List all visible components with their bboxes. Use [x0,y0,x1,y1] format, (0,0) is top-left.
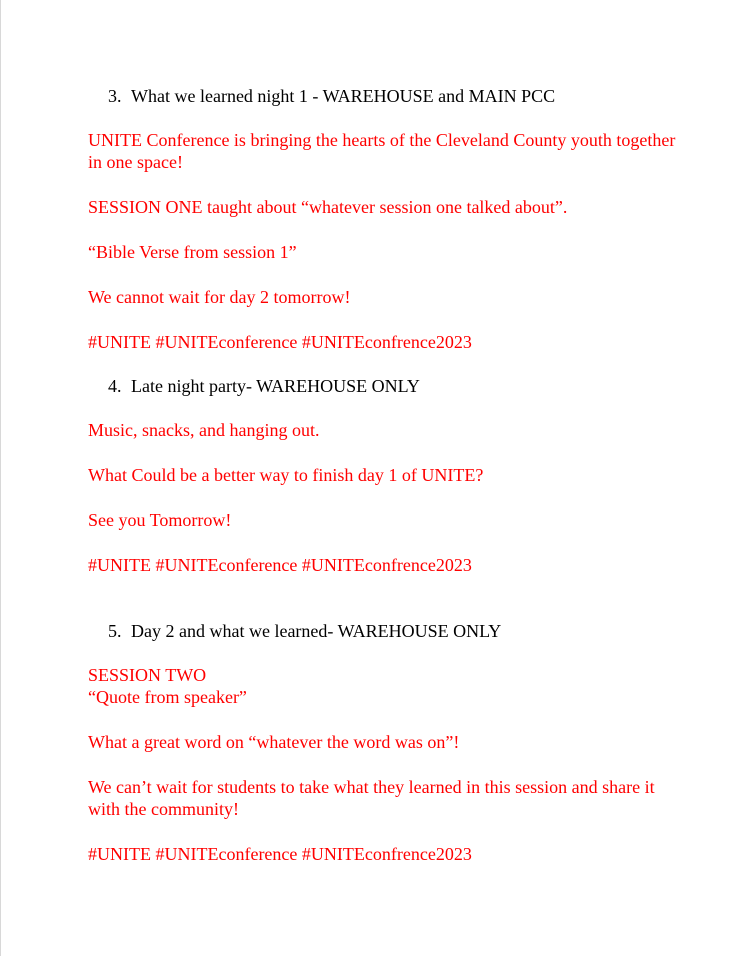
section-3-number: 3. [108,86,122,106]
section-5-paragraph: SESSION TWO [88,665,207,685]
document-body [88,85,688,865]
section-4-paragraph: See you Tomorrow! [88,510,232,530]
section-4-title: Late night party- WAREHOUSE ONLY [131,376,420,396]
section-3-paragraph: UNITE Conference is bringing the hearts of the Cleveland County youth together in one space! [88,130,676,172]
section-5-paragraph: “Quote from speaker” [88,687,247,707]
section-4-paragraph: What Could be a better way to finish day 1 of UNITE? [88,465,484,485]
section-3-hashtags: #UNITE #UNITEconference #UNITEconfrence2023 [88,332,472,352]
section-5-hashtags: #UNITE #UNITEconference #UNITEconfrence2023 [88,844,472,864]
section-3-paragraph: SESSION ONE taught about “whatever session one talked about”. [88,197,568,217]
page-left-edge [0,0,1,956]
section-4-paragraph: Music, snacks, and hanging out. [88,420,320,440]
section-4-hashtags: #UNITE #UNITEconference #UNITEconfrence2023 [88,555,472,575]
section-5-title: Day 2 and what we learned- WAREHOUSE ONLY [131,621,502,641]
section-3-heading [108,85,688,107]
section-5-paragraph: We can’t wait for students to take what they learned in this session and share it with the community! [88,777,655,819]
section-4-number: 4. [108,376,122,396]
section-4-heading [108,375,688,397]
section-3-title: What we learned night 1 - WAREHOUSE and MAIN PCC [131,86,556,106]
section-5-number: 5. [108,621,122,641]
section-5-heading [108,620,688,642]
section-5-paragraph: What a great word on “whatever the word was on”! [88,732,460,752]
section-3-paragraph: “Bible Verse from session 1” [88,242,297,262]
section-3-paragraph: We cannot wait for day 2 tomorrow! [88,287,351,307]
